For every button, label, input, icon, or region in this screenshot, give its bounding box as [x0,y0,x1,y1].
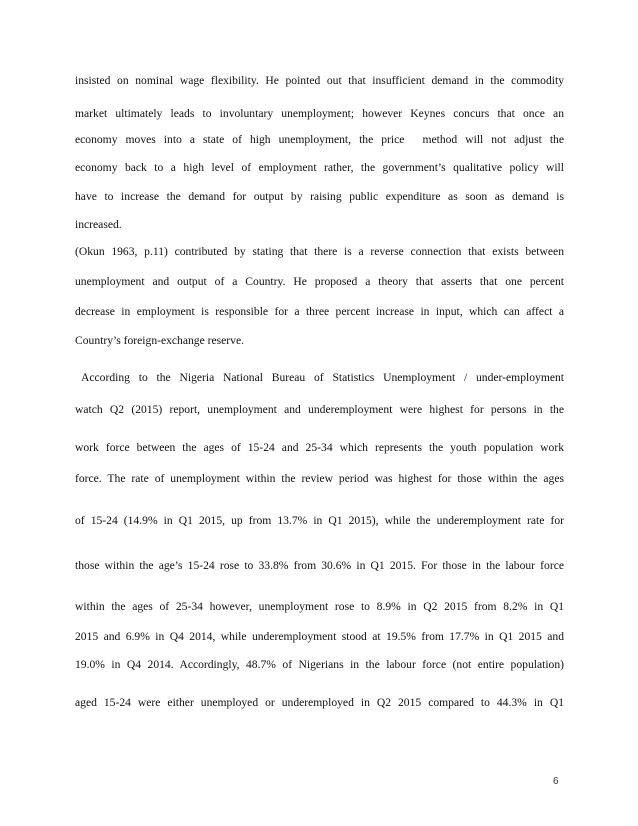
text-line: work force between the ages of 15-24 and 25-34 which represents the youth population work [75,441,564,454]
text-line [75,133,564,147]
text-line: 2015 and 6.9% in Q4 2014, while underemployment stood at 19.5% from 17.7% in Q1 2015 and [75,630,564,643]
text-line: within the ages of 25-34 however, unemployment rose to 8.9% in Q2 2015 from 8.2% in Q1 [75,600,564,613]
text-line: According to the Nigeria National Bureau of Statistics Unemployment / under-employment [81,371,564,384]
text-fragment: economy moves into a state of high unemployment, the price [75,133,405,146]
text-fragment: method will not adjust the [422,133,565,146]
text-line: Country’s foreign-exchange reserve. [75,334,245,347]
text-line: (Okun 1963, p.11) contributed by stating that there is a reverse connection that exists between [75,245,564,258]
text-line: economy back to a high level of employment rather, the government’s qualitative policy will [75,161,564,174]
text-line: unemployment and output of a Country. He proposed a theory that asserts that one percent [75,275,564,288]
text-line: 19.0% in Q4 2014. Accordingly, 48.7% of Nigerians in the labour force (not entire population) [75,658,564,671]
text-line: force. The rate of unemployment within the review period was highest for those within the ages [75,472,564,485]
text-line: decrease in employment is responsible for a three percent increase in input, which can affect a [75,305,564,318]
text-line: watch Q2 (2015) report, unemployment and underemployment were highest for persons in the [75,403,564,416]
text-line: have to increase the demand for output by raising public expenditure as soon as demand is [75,190,564,203]
text-line: insisted on nominal wage flexibility. He pointed out that insufficient demand in the commodity [75,74,564,87]
page-number: 6 [553,776,559,787]
text-line: increased. [75,218,122,231]
text-line: aged 15-24 were either unemployed or underemployed in Q2 2015 compared to 44.3% in Q1 [75,696,564,709]
text-line: of 15-24 (14.9% in Q1 2015, up from 13.7% in Q1 2015), while the underemployment rate for [75,514,564,527]
text-line: market ultimately leads to involuntary unemployment; however Keynes concurs that once an [75,107,564,120]
text-line: those within the age’s 15-24 rose to 33.8% from 30.6% in Q1 2015. For those in the labour force [75,559,564,572]
